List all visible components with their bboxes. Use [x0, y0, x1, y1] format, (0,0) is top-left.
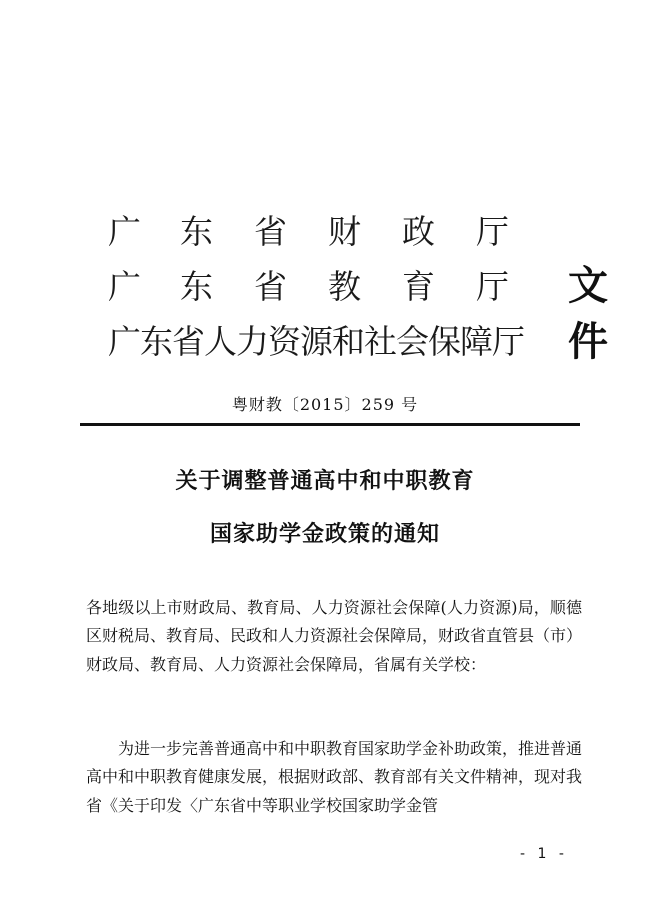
recipients-paragraph: 各地级以上市财政局、教育局、人力资源社会保障(人力资源)局，顺德区财税局、教育局、民政和人力资源社会保障局，财政省直管县（市）财政局、教育局、人力资源社会保障局，省属有关学校： — [86, 598, 583, 674]
document-number: 粤财教〔2015〕259 号 — [231, 395, 419, 414]
issuer-char: 广 — [108, 267, 141, 306]
page-number: - 1 - — [520, 846, 568, 862]
document-kind: 文件 — [568, 262, 614, 365]
issuer-char: 教 — [328, 267, 361, 306]
issuer-char: 东 — [180, 212, 213, 251]
issuer-char: 广 — [108, 212, 141, 251]
issuer-char: 省 — [254, 212, 287, 251]
issuer-char: 财 — [328, 212, 361, 251]
body-paragraph: 为进一步完善普通高中和中职教育国家助学金补助政策，推进普通高中和中职教育健康发展，根据财政部、教育部有关文件精神，现对我省《关于印发〈广东省中等职业学校国家助学金管 — [86, 739, 583, 815]
issuer-char: 政 — [402, 212, 435, 251]
issuer-char: 东 — [180, 267, 213, 306]
header-divider — [80, 423, 580, 426]
issuer-char: 育 — [402, 267, 435, 306]
document-title-line-1: 关于调整普通高中和中职教育 — [175, 468, 475, 494]
issuer-text: 广东省人力资源和社会保障厅 — [108, 322, 524, 361]
issuer-char: 厅 — [476, 212, 509, 251]
document-title-line-2: 国家助学金政策的通知 — [209, 521, 440, 547]
issuer-char: 省 — [254, 267, 287, 306]
issuer-char: 厅 — [476, 267, 509, 306]
